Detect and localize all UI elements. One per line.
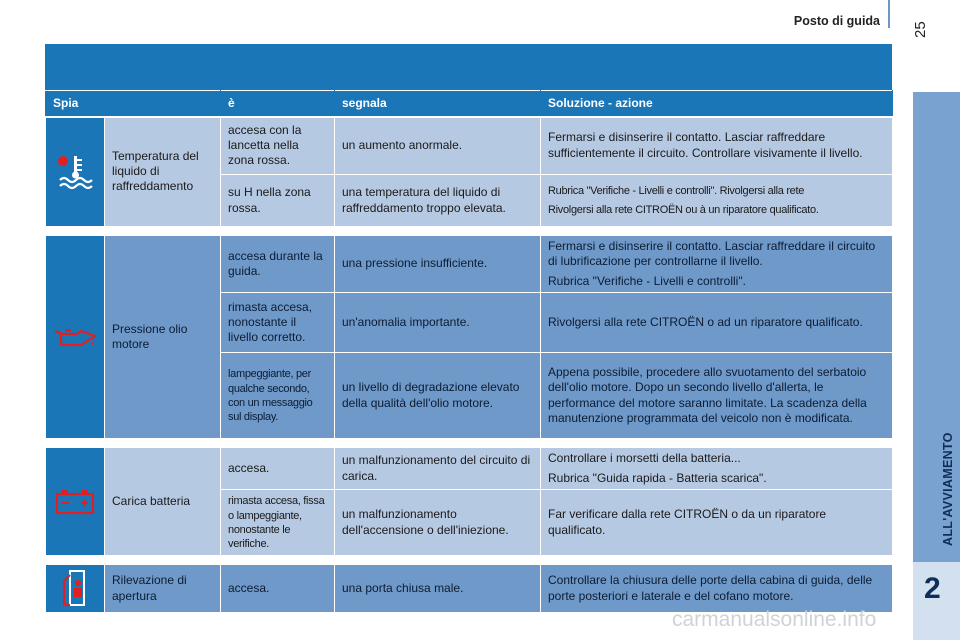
solution-text-2: Rivolgersi alla rete CITROËN ou à un riparatore qualificato.	[548, 203, 819, 216]
warning-lights-table	[45, 44, 892, 613]
light-signal: una pressione insufficiente.	[335, 236, 541, 293]
light-state: su H nella zona rossa.	[221, 175, 335, 227]
light-state: accesa.	[221, 565, 335, 613]
solution-text-2: Rubrica "Guida rapida - Batteria scarica".	[548, 470, 767, 485]
light-solution	[541, 117, 893, 175]
header-rule	[888, 0, 890, 28]
solution-text: Controllare i morsetti della batteria...	[548, 451, 741, 466]
oil-pressure-icon	[53, 325, 97, 349]
warning-table	[45, 90, 893, 613]
solution-text: Rubrica "Verifiche - Livelli e controlli". Rivolgersi alla rete	[548, 185, 805, 198]
col-header-soluzione: Soluzione - azione	[541, 91, 893, 117]
chapter-number: 2	[924, 572, 941, 605]
light-state: lampeggiante, per qualche secondo, con un messaggio sul display.	[221, 353, 335, 439]
light-signal: un aumento anormale.	[335, 117, 541, 175]
light-signal: un malfunzionamento dell'accensione o dell'iniezione.	[335, 490, 541, 556]
chapter-side-strip	[913, 92, 960, 640]
light-state: rimasta accesa, nonostante il livello corretto.	[221, 293, 335, 353]
light-signal: un livello di degradazione elevato della qualità dell'olio motore.	[335, 353, 541, 439]
solution-text: Fermarsi e disinserire il contatto. Lasciar raffreddare sufficientemente il circuito. Controllare visivamente il livello.	[548, 130, 863, 160]
light-solution: Far verificare dalla rete CITROËN o da un riparatore qualificato.	[541, 490, 893, 556]
solution-text: Fermarsi e disinserire il contatto. Lasciar raffreddare il circuito di lubrificazione per controllarne il livello.	[548, 239, 876, 269]
light-state: accesa durante la guida.	[221, 236, 335, 293]
chapter-label: ALL'AVVIAMENTO	[941, 432, 955, 546]
door-icon-cell	[46, 565, 105, 613]
coolant-temperature-icon	[55, 155, 95, 189]
light-name: Rilevazione di apertura	[105, 565, 221, 613]
col-header-e: è	[221, 91, 335, 117]
solution-text-2: Rubrica "Verifiche - Livelli e controlli".	[548, 273, 746, 288]
battery-icon-cell	[46, 448, 105, 556]
light-state: accesa.	[221, 448, 335, 490]
table-row	[46, 117, 893, 175]
table-row	[46, 236, 893, 293]
group-gap	[46, 556, 893, 565]
light-signal: un malfunzionamento del circuito di carica.	[335, 448, 541, 490]
battery-icon	[55, 489, 95, 515]
coolant-icon-cell	[46, 117, 105, 227]
page-number: 25	[912, 21, 929, 38]
light-solution: Rivolgersi alla rete CITROËN o ad un riparatore qualificato.	[541, 293, 893, 353]
watermark-text: carmanualsonline.info	[672, 608, 877, 631]
table-banner	[45, 44, 892, 90]
door-open-icon	[60, 569, 90, 609]
light-solution	[541, 448, 893, 490]
table-row	[46, 565, 893, 613]
light-solution	[541, 236, 893, 293]
light-signal: una temperatura del liquido di raffreddamento troppo elevata.	[335, 175, 541, 227]
light-solution: Appena possibile, procedere allo svuotamento del serbatoio dell'olio motore. Dopo un secondo livello d'allerta, le performance del motore saranno limitate. La scadenza della manutenzione programmata del veicolo non è modificata.	[541, 353, 893, 439]
light-name: Pressione olio motore	[105, 236, 221, 439]
table-row	[46, 448, 893, 490]
group-gap	[46, 227, 893, 236]
light-name: Carica batteria	[105, 448, 221, 556]
oil-icon-cell	[46, 236, 105, 439]
light-solution	[541, 175, 893, 227]
light-state: accesa con la lancetta nella zona rossa.	[221, 117, 335, 175]
group-gap	[46, 439, 893, 448]
light-state: rimasta accesa, fissa o lampeggiante, nonostante le verifiche.	[221, 490, 335, 556]
table-header-row	[46, 91, 893, 117]
light-name: Temperatura del liquido di raffreddamento	[105, 117, 221, 227]
col-header-spia: Spia	[46, 91, 221, 117]
page-header-title: Posto di guida	[793, 14, 880, 28]
light-solution: Controllare la chiusura delle porte della cabina di guida, delle porte posteriori e laterale e del cofano motore.	[541, 565, 893, 613]
light-signal: una porta chiusa male.	[335, 565, 541, 613]
col-header-segnala: segnala	[335, 91, 541, 117]
light-signal: un'anomalia importante.	[335, 293, 541, 353]
